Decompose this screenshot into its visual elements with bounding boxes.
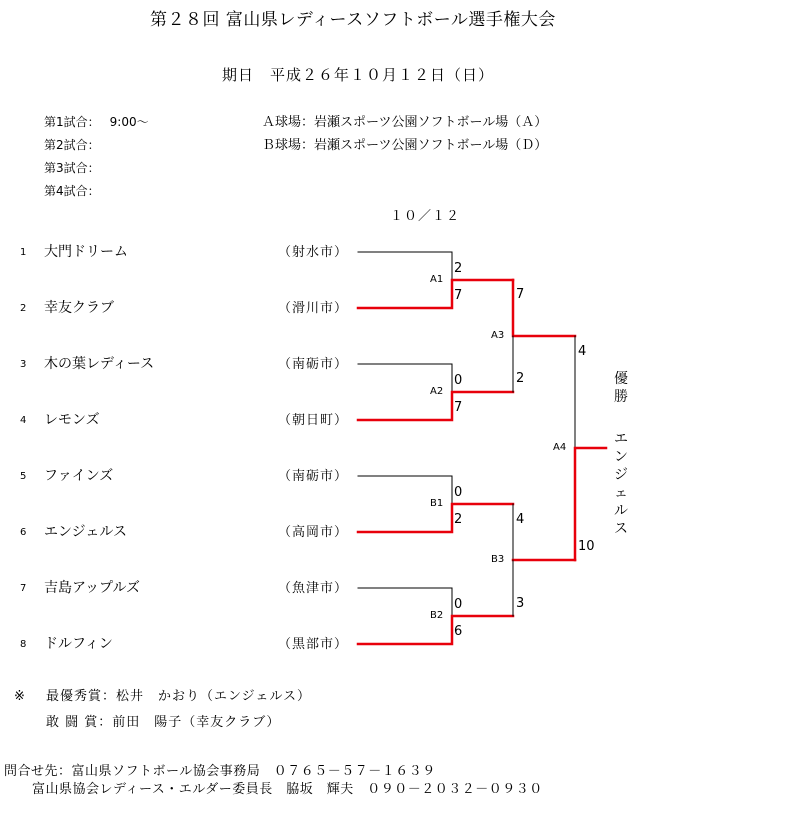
score-a1-bottom: 7 [454,288,463,303]
team-name: エンジェルス [44,524,127,540]
team-name: ファインズ [44,468,114,484]
team-seed: 6 [20,527,27,538]
awards-mark: ※ [14,689,25,704]
award-mvp: 最優秀賞：松井 かおり（エンジェルス） [46,689,312,704]
schedule-game-3: 第3試合： [44,161,100,175]
score-b1-top: 0 [454,485,463,500]
score-a2-bottom: 7 [454,400,463,415]
team-name: 幸友クラブ [44,300,114,316]
game-label-a3: A3 [491,330,505,341]
contact-line-1: 問合せ先：富山県ソフトボール協会事務局 ０７６５－５７－１６３９ [4,764,436,779]
score-a3-bottom: 2 [516,371,525,386]
schedule-game-2: 第2試合： [44,138,100,152]
score-a4-bottom: 10 [578,539,595,554]
game-label-a4: A4 [553,442,567,453]
score-b2-top: 0 [454,597,463,612]
team-city: （魚津市） [278,581,349,596]
team-city: （朝日町） [278,413,349,428]
score-b3-top: 4 [516,512,525,527]
team-city: （滑川市） [278,301,349,316]
team-city: （高岡市） [278,525,349,540]
score-a4-top: 4 [578,344,587,359]
team-seed: 5 [20,471,27,482]
champion-heading: 優勝 [614,371,628,405]
team-name: 大門ドリーム [44,244,128,260]
team-seed: 8 [20,639,27,650]
team-seed: 3 [20,359,27,370]
champion-name: エンジェルス [614,431,628,537]
team-seed: 2 [20,303,27,314]
score-a2-top: 0 [454,373,463,388]
page-title: 第２８回 富山県レディースソフトボール選手権大会 [150,10,556,30]
team-name: 吉島アップルズ [44,580,141,596]
venue-a: Ａ球場：岩瀬スポーツ公園ソフトボール場（Ａ） [262,115,548,130]
score-b2-bottom: 6 [454,624,463,639]
schedule-game-1: 第1試合： 9:00～ [44,115,149,129]
score-b1-bottom: 2 [454,512,463,527]
game-label-a1: A1 [430,274,444,285]
game-label-b3: B3 [491,554,505,565]
team-city: （黒部市） [278,637,349,652]
team-seed: 1 [20,247,27,258]
team-name: ドルフィン [44,636,113,652]
round-date: １０／１２ [390,209,461,224]
contact-line-2: 富山県協会レディース・エルダー委員長 脇坂 輝夫 ０９０－２０３２－０９３０ [32,782,543,797]
team-city: （南砺市） [278,357,349,372]
team-name: 木の葉レディース [44,356,155,372]
team-seed: 4 [20,415,27,426]
venue-b: Ｂ球場：岩瀬スポーツ公園ソフトボール場（Ｄ） [262,138,548,153]
game-label-b2: B2 [430,610,444,621]
score-a3-top: 7 [516,287,525,302]
score-b3-bottom: 3 [516,596,525,611]
team-name: レモンズ [44,412,100,428]
team-city: （射水市） [278,245,349,260]
game-label-a2: A2 [430,386,444,397]
score-a1-top: 2 [454,261,463,276]
team-city: （南砺市） [278,469,349,484]
schedule-game-4: 第4試合： [44,184,100,198]
team-seed: 7 [20,583,27,594]
award-fighting-spirit: 敢 闘 賞：前田 陽子（幸友クラブ） [46,715,281,730]
tournament-date: 期日 平成２６年１０月１２日（日） [222,66,495,84]
game-label-b1: B1 [430,498,444,509]
